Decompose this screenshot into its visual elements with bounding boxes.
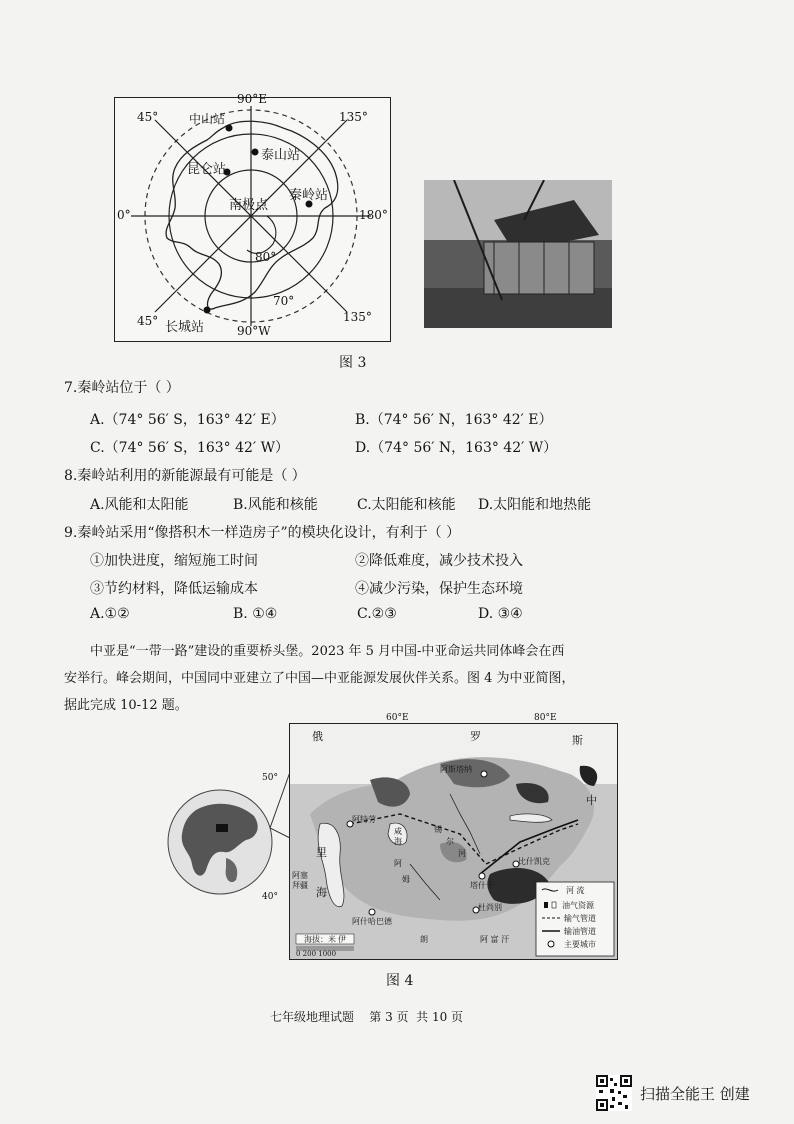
q9-option-c: C.②③	[357, 606, 397, 622]
elevation-scale-label: 海拔：米	[304, 935, 336, 944]
q7-option-b: B.（74° 56′ N，163° 42′ E）	[355, 412, 553, 428]
lon-135e-label: 135°	[339, 110, 368, 124]
station-zhongshan: 中山站	[189, 112, 226, 126]
aral-char-1: 咸	[394, 827, 402, 836]
q8-option-c: C.太阳能和核能	[357, 497, 456, 513]
passage-line-2: 安举行。峰会期间，中国同中亚建立了中国—中亚能源发展伙伴关系。图 4 为中亚简图，	[64, 671, 575, 686]
q8-option-a: A.风能和太阳能	[90, 497, 189, 513]
station-photo	[424, 180, 612, 328]
globe-inset-svg	[166, 788, 274, 896]
lon-60e-label: 60°E	[386, 713, 409, 723]
china-char: 中	[586, 794, 597, 807]
afghanistan-label: 阿 富 汗	[480, 935, 510, 944]
azerbaijan-line-1: 阿塞	[292, 871, 308, 880]
q9-statement-2: ②降低难度，减少技术投入	[355, 553, 523, 569]
aral-char-2: 海	[394, 837, 402, 846]
iran-char-2: 朗	[420, 935, 428, 944]
central-asia-map	[289, 723, 618, 960]
russia-char-2: 罗	[470, 730, 481, 743]
caspian-char-1: 里	[316, 846, 327, 859]
syr-char-2: 尔	[446, 837, 454, 846]
lon-45e-label: 45°	[137, 110, 159, 124]
qr-code	[596, 1075, 632, 1111]
q9-option-a: A.①②	[90, 606, 130, 622]
legend-gas: 油气资源	[562, 901, 594, 910]
page-footer: 七年级地理试题 第 3 页 共 10 页	[270, 1010, 464, 1024]
q8-option-b: B.风能和核能	[233, 497, 318, 513]
lon-135w-label: 135°	[343, 310, 372, 324]
iran-char-1: 伊	[338, 935, 346, 944]
question-9-stem: 9.秦岭站采用“像搭积木一样造房子”的模块化设计，有利于（ ）	[64, 525, 461, 541]
city-tashkent: 塔什干	[470, 881, 494, 890]
russia-char-3: 斯	[572, 734, 583, 747]
q9-statement-4: ④减少污染，保护生态环境	[355, 581, 523, 597]
antarctica-map-svg	[115, 98, 390, 341]
antarctica-map	[114, 92, 391, 342]
lon-180-label: 180°	[359, 208, 388, 222]
figure4-caption: 图 4	[386, 973, 414, 989]
city-atyrau: 阿特劳	[352, 815, 376, 824]
syr-char-3: 河	[458, 849, 466, 858]
q7-option-d: D.（74° 56′ N，163° 42′ W）	[355, 440, 558, 456]
globe-inset	[166, 788, 274, 896]
station-changcheng: 长城站	[165, 320, 205, 335]
q9-option-d: D. ③④	[478, 606, 523, 622]
south-pole-label: 南极点	[229, 198, 269, 213]
lon-90w-label: 90°W	[237, 324, 271, 338]
q7-option-a: A.（74° 56′ S，163° 42′ E）	[90, 412, 285, 428]
station-kunlun: 昆仑站	[187, 162, 227, 177]
lon-90e-label: 90°E	[237, 92, 268, 106]
passage-line-3: 据此完成 10-12 题。	[64, 698, 188, 713]
q9-statement-3: ③节约材料，降低运输成本	[90, 581, 258, 597]
amu-char-1: 阿	[394, 859, 402, 868]
legend-river: 河 流	[566, 886, 585, 895]
city-dushanbe: 杜尚别	[478, 903, 502, 912]
watermark-text: 扫描全能王 创建	[640, 1085, 750, 1103]
amu-char-2: 姆	[402, 875, 410, 884]
station-taishan: 泰山站	[261, 148, 301, 163]
question-7-stem: 7.秦岭站位于（ ）	[64, 380, 180, 396]
lon-0-label: 0°	[117, 208, 131, 222]
station-photo-svg	[424, 180, 612, 328]
syr-char-1: 锡	[434, 825, 442, 834]
lon-45w-label: 45°	[137, 314, 159, 328]
russia-char-1: 俄	[312, 730, 323, 743]
legend-city: 主要城市	[564, 940, 596, 949]
q7-option-c: C.（74° 56′ S，163° 42′ W）	[90, 440, 289, 456]
q8-option-d: D.太阳能和地热能	[478, 497, 592, 513]
q9-option-b: B. ①④	[233, 606, 278, 622]
lat-40-label: 40°	[262, 892, 278, 902]
figure3-caption: 图 3	[339, 355, 367, 371]
lat-50-label: 50°	[262, 773, 278, 783]
elevation-scale-ticks: 0 200 1000	[296, 950, 337, 958]
city-ashgabat: 阿什哈巴德	[352, 917, 392, 926]
station-qinling: 秦岭站	[289, 188, 329, 203]
city-bishkek: 比什凯克	[518, 857, 550, 866]
lon-80e-label: 80°E	[534, 713, 557, 723]
passage-line-1: 中亚是“一带一路”建设的重要桥头堡。2023 年 5 月中国-中亚命运共同体峰会在西	[90, 644, 565, 659]
caspian-char-2: 海	[316, 886, 327, 899]
lat-80-label: 80°	[255, 250, 277, 264]
azerbaijan-line-2: 拜疆	[292, 881, 308, 890]
question-8-stem: 8.秦岭站利用的新能源最有可能是（ ）	[64, 468, 306, 484]
q9-statement-1: ①加快进度，缩短施工时间	[90, 553, 258, 569]
qr-code-svg	[596, 1075, 632, 1111]
city-astana: 阿斯塔纳	[440, 765, 472, 774]
legend-gas-pipe: 输气管道	[564, 914, 596, 923]
lat-70-label: 70°	[273, 294, 295, 308]
legend-oil-pipe: 输油管道	[564, 927, 596, 936]
